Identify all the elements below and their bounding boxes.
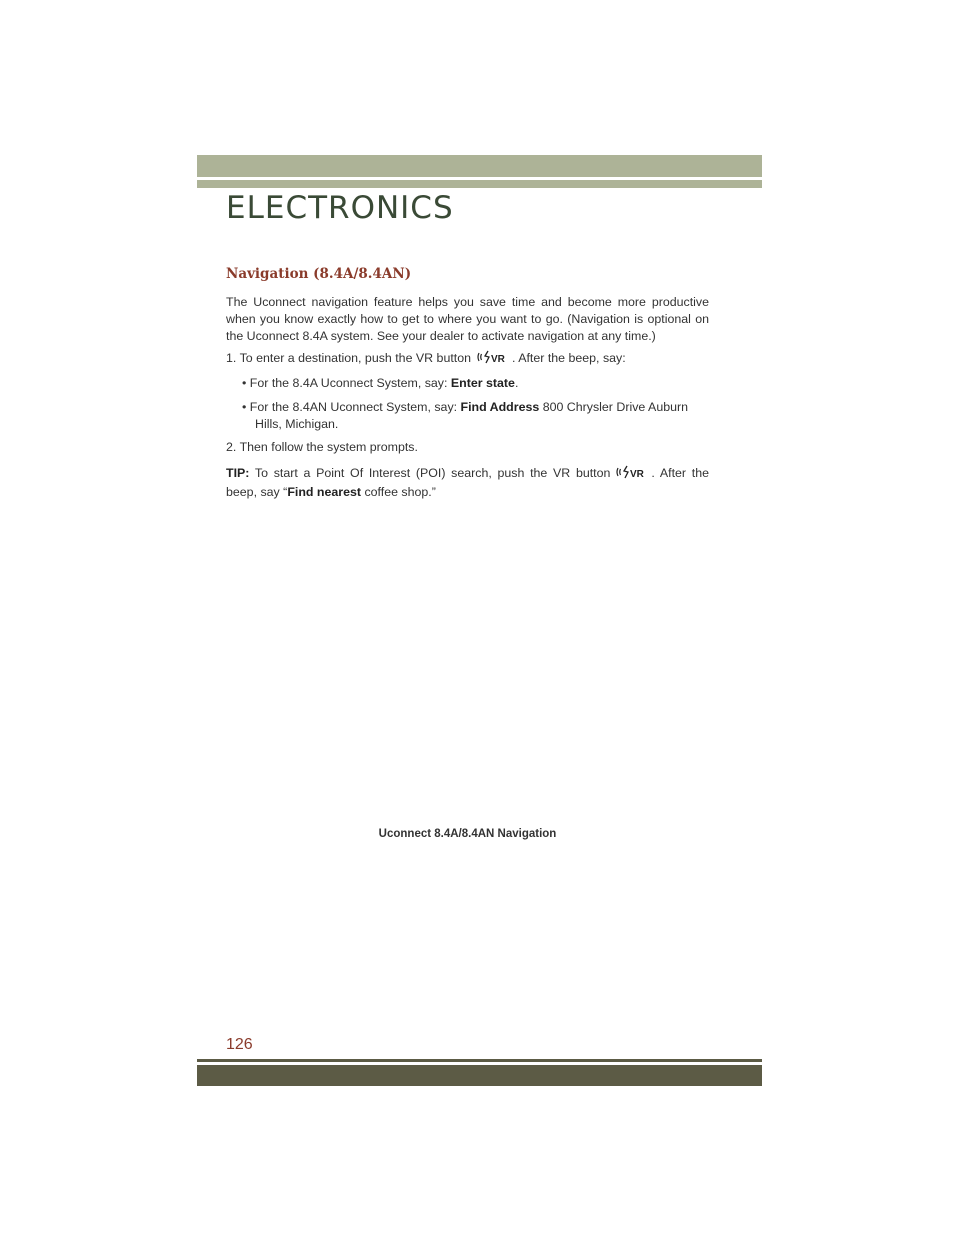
section-title: ELECTRONICS: [226, 190, 454, 226]
vr-icon-label: VR: [630, 469, 645, 479]
bullet-2-command: Find Address: [460, 400, 540, 414]
bullet-2-mark: •: [242, 400, 247, 414]
bullet-2: • For the 8.4AN Uconnect System, say: Find Address 800 Chrysler Drive Auburn Hills, Michigan.: [242, 400, 689, 431]
footer-band-thin: [197, 1059, 762, 1062]
step-2-text: Then follow the system prompts.: [239, 440, 418, 454]
tip-paragraph: TIP: To start a Point Of Interest (POI) search, push the VR button VR . After the beep, say “Find nearest coffee shop.”: [226, 466, 709, 499]
page-number: 126: [226, 1036, 253, 1053]
step-1-after: . After the beep, say:: [512, 351, 626, 365]
tip-command: Find nearest: [287, 485, 361, 499]
footer-band: [197, 1065, 762, 1086]
bullet-1-mark: •: [242, 376, 247, 390]
step-2-number: 2.: [226, 440, 237, 454]
step-2: [226, 439, 709, 456]
bullet-1-command: Enter state: [450, 376, 515, 390]
header-band-thin: [197, 180, 762, 188]
figure-caption: Uconnect 8.4A/8.4AN Navigation: [378, 828, 557, 840]
voice-recognition-icon: [616, 465, 648, 484]
bullet-1: • For the 8.4A Uconnect System, say: Enter state.: [242, 376, 519, 390]
navigation-heading: Navigation (8.4A/8.4AN): [226, 266, 412, 282]
voice-recognition-icon: [477, 350, 509, 369]
bullet-2-text: For the 8.4AN Uconnect System, say:: [249, 400, 461, 414]
header-band: [197, 155, 762, 177]
vr-icon-label: VR: [491, 354, 505, 364]
bullet-1-text: For the 8.4A Uconnect System, say:: [249, 376, 451, 390]
step-1: [226, 350, 709, 369]
step-1-number: 1.: [226, 351, 237, 365]
intro-paragraph: The Uconnect navigation feature helps you save time and become more productive when you know exactly how to get to where you want to go. (Navigation is optional on the Uconnect 8.4A system. See your dealer to activate navigation at any time.): [226, 295, 709, 343]
tip-label: TIP:: [226, 466, 250, 480]
step-1-text: To enter a destination, push the VR button: [239, 351, 472, 365]
